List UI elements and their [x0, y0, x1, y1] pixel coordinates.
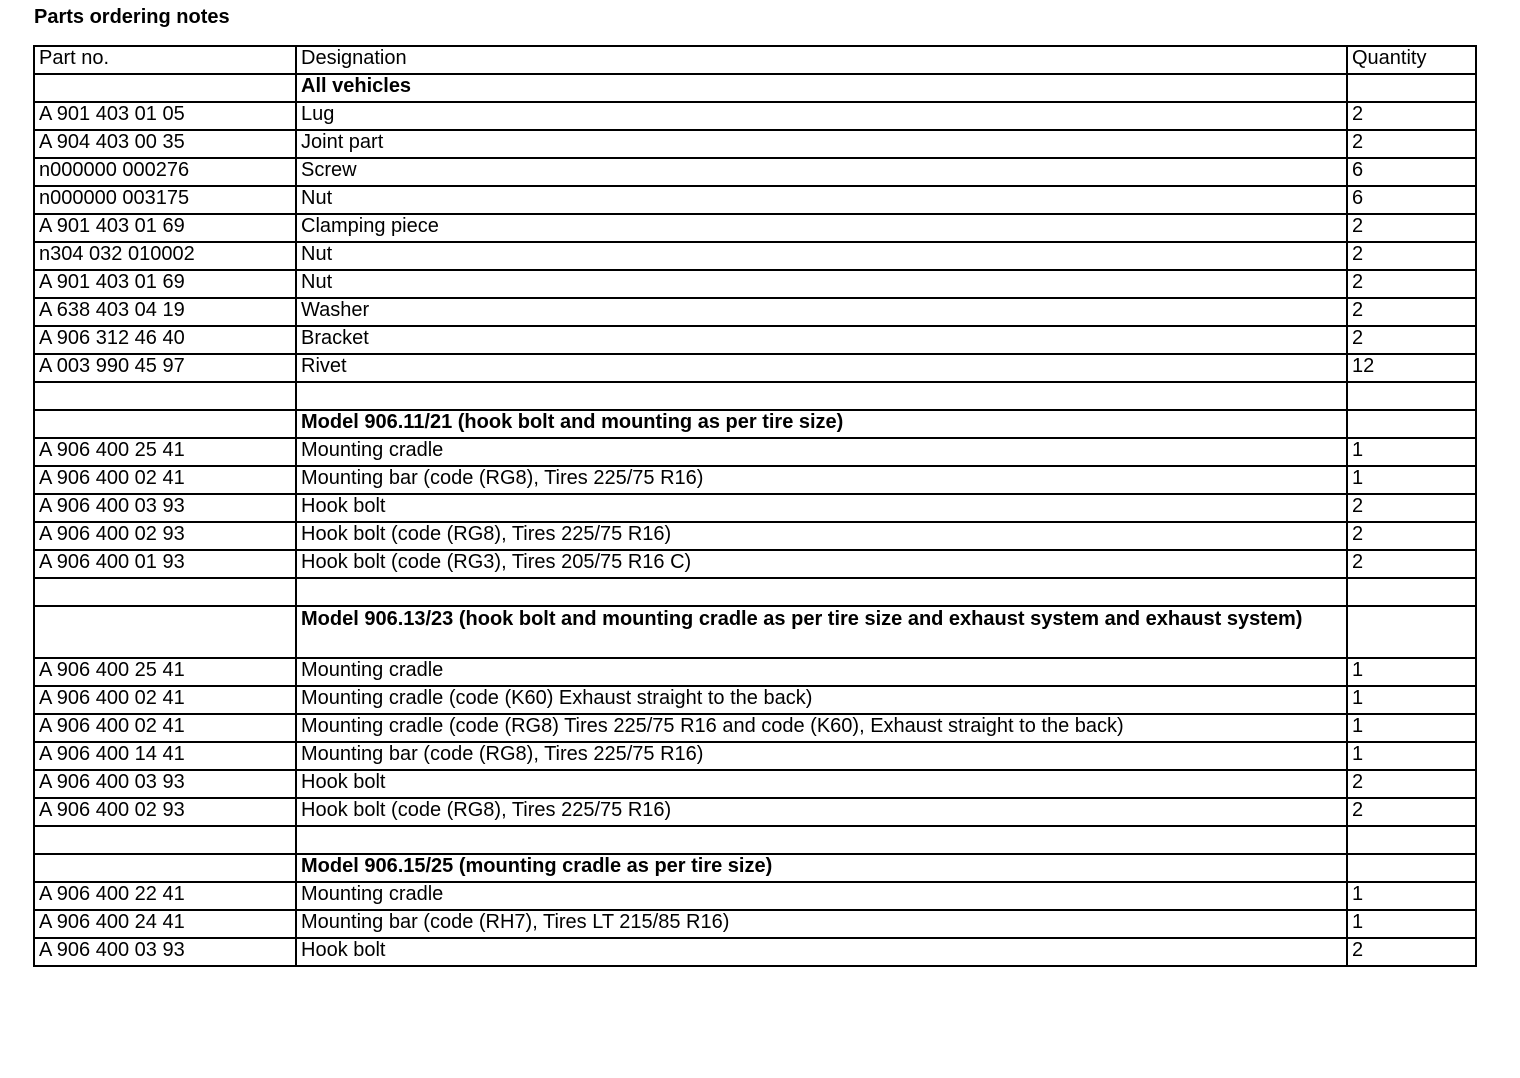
designation-cell: Nut [296, 186, 1347, 214]
designation-cell: Mounting bar (code (RH7), Tires LT 215/85 R16) [296, 910, 1347, 938]
part-no-cell: A 904 403 00 35 [34, 130, 296, 158]
part-no-cell: A 901 403 01 05 [34, 102, 296, 130]
part-no-cell [34, 826, 296, 854]
quantity-cell: 1 [1347, 714, 1476, 742]
part-no-cell: A 906 400 01 93 [34, 550, 296, 578]
table-row [34, 938, 1476, 966]
quantity-cell [1347, 410, 1476, 438]
quantity-cell: 1 [1347, 882, 1476, 910]
quantity-cell [1347, 826, 1476, 854]
quantity-cell [1347, 382, 1476, 410]
table-row [34, 798, 1476, 826]
parts-table [33, 45, 1477, 967]
part-no-cell: A 906 400 25 41 [34, 438, 296, 466]
part-no-cell [34, 606, 296, 658]
designation-cell: Bracket [296, 326, 1347, 354]
quantity-cell: 6 [1347, 186, 1476, 214]
header-quantity: Quantity [1347, 46, 1476, 74]
designation-cell [296, 578, 1347, 606]
table-row [34, 270, 1476, 298]
quantity-cell [1347, 74, 1476, 102]
table-row [34, 658, 1476, 686]
quantity-cell: 2 [1347, 298, 1476, 326]
table-row [34, 354, 1476, 382]
part-no-cell [34, 382, 296, 410]
designation-cell: Mounting cradle (code (K60) Exhaust straight to the back) [296, 686, 1347, 714]
section-row [34, 74, 1476, 102]
part-no-cell: A 901 403 01 69 [34, 214, 296, 242]
quantity-cell: 2 [1347, 798, 1476, 826]
part-no-cell: A 906 400 02 93 [34, 522, 296, 550]
designation-cell: Model 906.13/23 (hook bolt and mounting cradle as per tire size and exhaust system and exhaust system) [296, 606, 1347, 658]
table-row [34, 522, 1476, 550]
designation-cell: Hook bolt (code (RG3), Tires 205/75 R16 C) [296, 550, 1347, 578]
table-row [34, 714, 1476, 742]
designation-cell: Hook bolt (code (RG8), Tires 225/75 R16) [296, 798, 1347, 826]
part-no-cell: A 906 312 46 40 [34, 326, 296, 354]
designation-cell: Clamping piece [296, 214, 1347, 242]
part-no-cell: A 906 400 03 93 [34, 938, 296, 966]
table-row [34, 242, 1476, 270]
quantity-cell [1347, 578, 1476, 606]
designation-cell: Lug [296, 102, 1347, 130]
blank-row [34, 826, 1476, 854]
designation-cell: Model 906.15/25 (mounting cradle as per tire size) [296, 854, 1347, 882]
part-no-cell: A 906 400 03 93 [34, 770, 296, 798]
part-no-cell [34, 74, 296, 102]
quantity-cell: 2 [1347, 326, 1476, 354]
part-no-cell [34, 410, 296, 438]
quantity-cell: 2 [1347, 494, 1476, 522]
designation-cell: Screw [296, 158, 1347, 186]
table-row [34, 742, 1476, 770]
header-part-no: Part no. [34, 46, 296, 74]
quantity-cell [1347, 854, 1476, 882]
quantity-cell: 2 [1347, 270, 1476, 298]
quantity-cell: 2 [1347, 550, 1476, 578]
table-row [34, 214, 1476, 242]
quantity-cell: 1 [1347, 910, 1476, 938]
part-no-cell: A 638 403 04 19 [34, 298, 296, 326]
designation-cell: Joint part [296, 130, 1347, 158]
quantity-cell: 1 [1347, 466, 1476, 494]
designation-cell: Hook bolt [296, 494, 1347, 522]
designation-cell [296, 382, 1347, 410]
quantity-cell: 1 [1347, 686, 1476, 714]
table-row [34, 130, 1476, 158]
table-row [34, 326, 1476, 354]
quantity-cell: 12 [1347, 354, 1476, 382]
part-no-cell: n304 032 010002 [34, 242, 296, 270]
quantity-cell: 2 [1347, 770, 1476, 798]
part-no-cell: A 906 400 24 41 [34, 910, 296, 938]
quantity-cell [1347, 606, 1476, 658]
designation-cell: Nut [296, 270, 1347, 298]
table-row [34, 550, 1476, 578]
designation-cell: Washer [296, 298, 1347, 326]
designation-cell: Mounting bar (code (RG8), Tires 225/75 R16) [296, 466, 1347, 494]
table-row [34, 158, 1476, 186]
designation-cell: Hook bolt [296, 770, 1347, 798]
blank-row [34, 382, 1476, 410]
designation-cell: Hook bolt [296, 938, 1347, 966]
part-no-cell: A 906 400 25 41 [34, 658, 296, 686]
quantity-cell: 2 [1347, 522, 1476, 550]
designation-cell: Rivet [296, 354, 1347, 382]
parts-table-body [34, 74, 1476, 966]
part-no-cell: n000000 003175 [34, 186, 296, 214]
quantity-cell: 1 [1347, 658, 1476, 686]
table-row [34, 686, 1476, 714]
quantity-cell: 2 [1347, 242, 1476, 270]
designation-cell: Mounting cradle [296, 882, 1347, 910]
quantity-cell: 1 [1347, 742, 1476, 770]
section-row [34, 606, 1476, 658]
quantity-cell: 2 [1347, 214, 1476, 242]
table-row [34, 438, 1476, 466]
designation-cell: All vehicles [296, 74, 1347, 102]
designation-cell: Model 906.11/21 (hook bolt and mounting as per tire size) [296, 410, 1347, 438]
part-no-cell [34, 854, 296, 882]
table-row [34, 466, 1476, 494]
page-title: Parts ordering notes [34, 6, 230, 28]
part-no-cell: A 906 400 02 93 [34, 798, 296, 826]
header-designation: Designation [296, 46, 1347, 74]
part-no-cell: A 003 990 45 97 [34, 354, 296, 382]
table-row [34, 186, 1476, 214]
part-no-cell: A 906 400 22 41 [34, 882, 296, 910]
designation-cell: Hook bolt (code (RG8), Tires 225/75 R16) [296, 522, 1347, 550]
part-no-cell [34, 578, 296, 606]
part-no-cell: A 906 400 14 41 [34, 742, 296, 770]
part-no-cell: A 906 400 03 93 [34, 494, 296, 522]
quantity-cell: 6 [1347, 158, 1476, 186]
quantity-cell: 2 [1347, 102, 1476, 130]
section-row [34, 410, 1476, 438]
designation-cell: Mounting cradle [296, 438, 1347, 466]
designation-cell: Mounting bar (code (RG8), Tires 225/75 R16) [296, 742, 1347, 770]
table-row [34, 494, 1476, 522]
blank-row [34, 578, 1476, 606]
part-no-cell: A 906 400 02 41 [34, 466, 296, 494]
table-header-row [34, 46, 1476, 74]
designation-cell: Nut [296, 242, 1347, 270]
table-row [34, 770, 1476, 798]
designation-cell [296, 826, 1347, 854]
designation-cell: Mounting cradle [296, 658, 1347, 686]
quantity-cell: 2 [1347, 938, 1476, 966]
table-row [34, 910, 1476, 938]
table-row [34, 882, 1476, 910]
quantity-cell: 1 [1347, 438, 1476, 466]
part-no-cell: A 906 400 02 41 [34, 714, 296, 742]
designation-cell: Mounting cradle (code (RG8) Tires 225/75 R16 and code (K60), Exhaust straight to the back) [296, 714, 1347, 742]
part-no-cell: A 906 400 02 41 [34, 686, 296, 714]
quantity-cell: 2 [1347, 130, 1476, 158]
table-row [34, 102, 1476, 130]
table-row [34, 298, 1476, 326]
part-no-cell: n000000 000276 [34, 158, 296, 186]
part-no-cell: A 901 403 01 69 [34, 270, 296, 298]
section-row [34, 854, 1476, 882]
